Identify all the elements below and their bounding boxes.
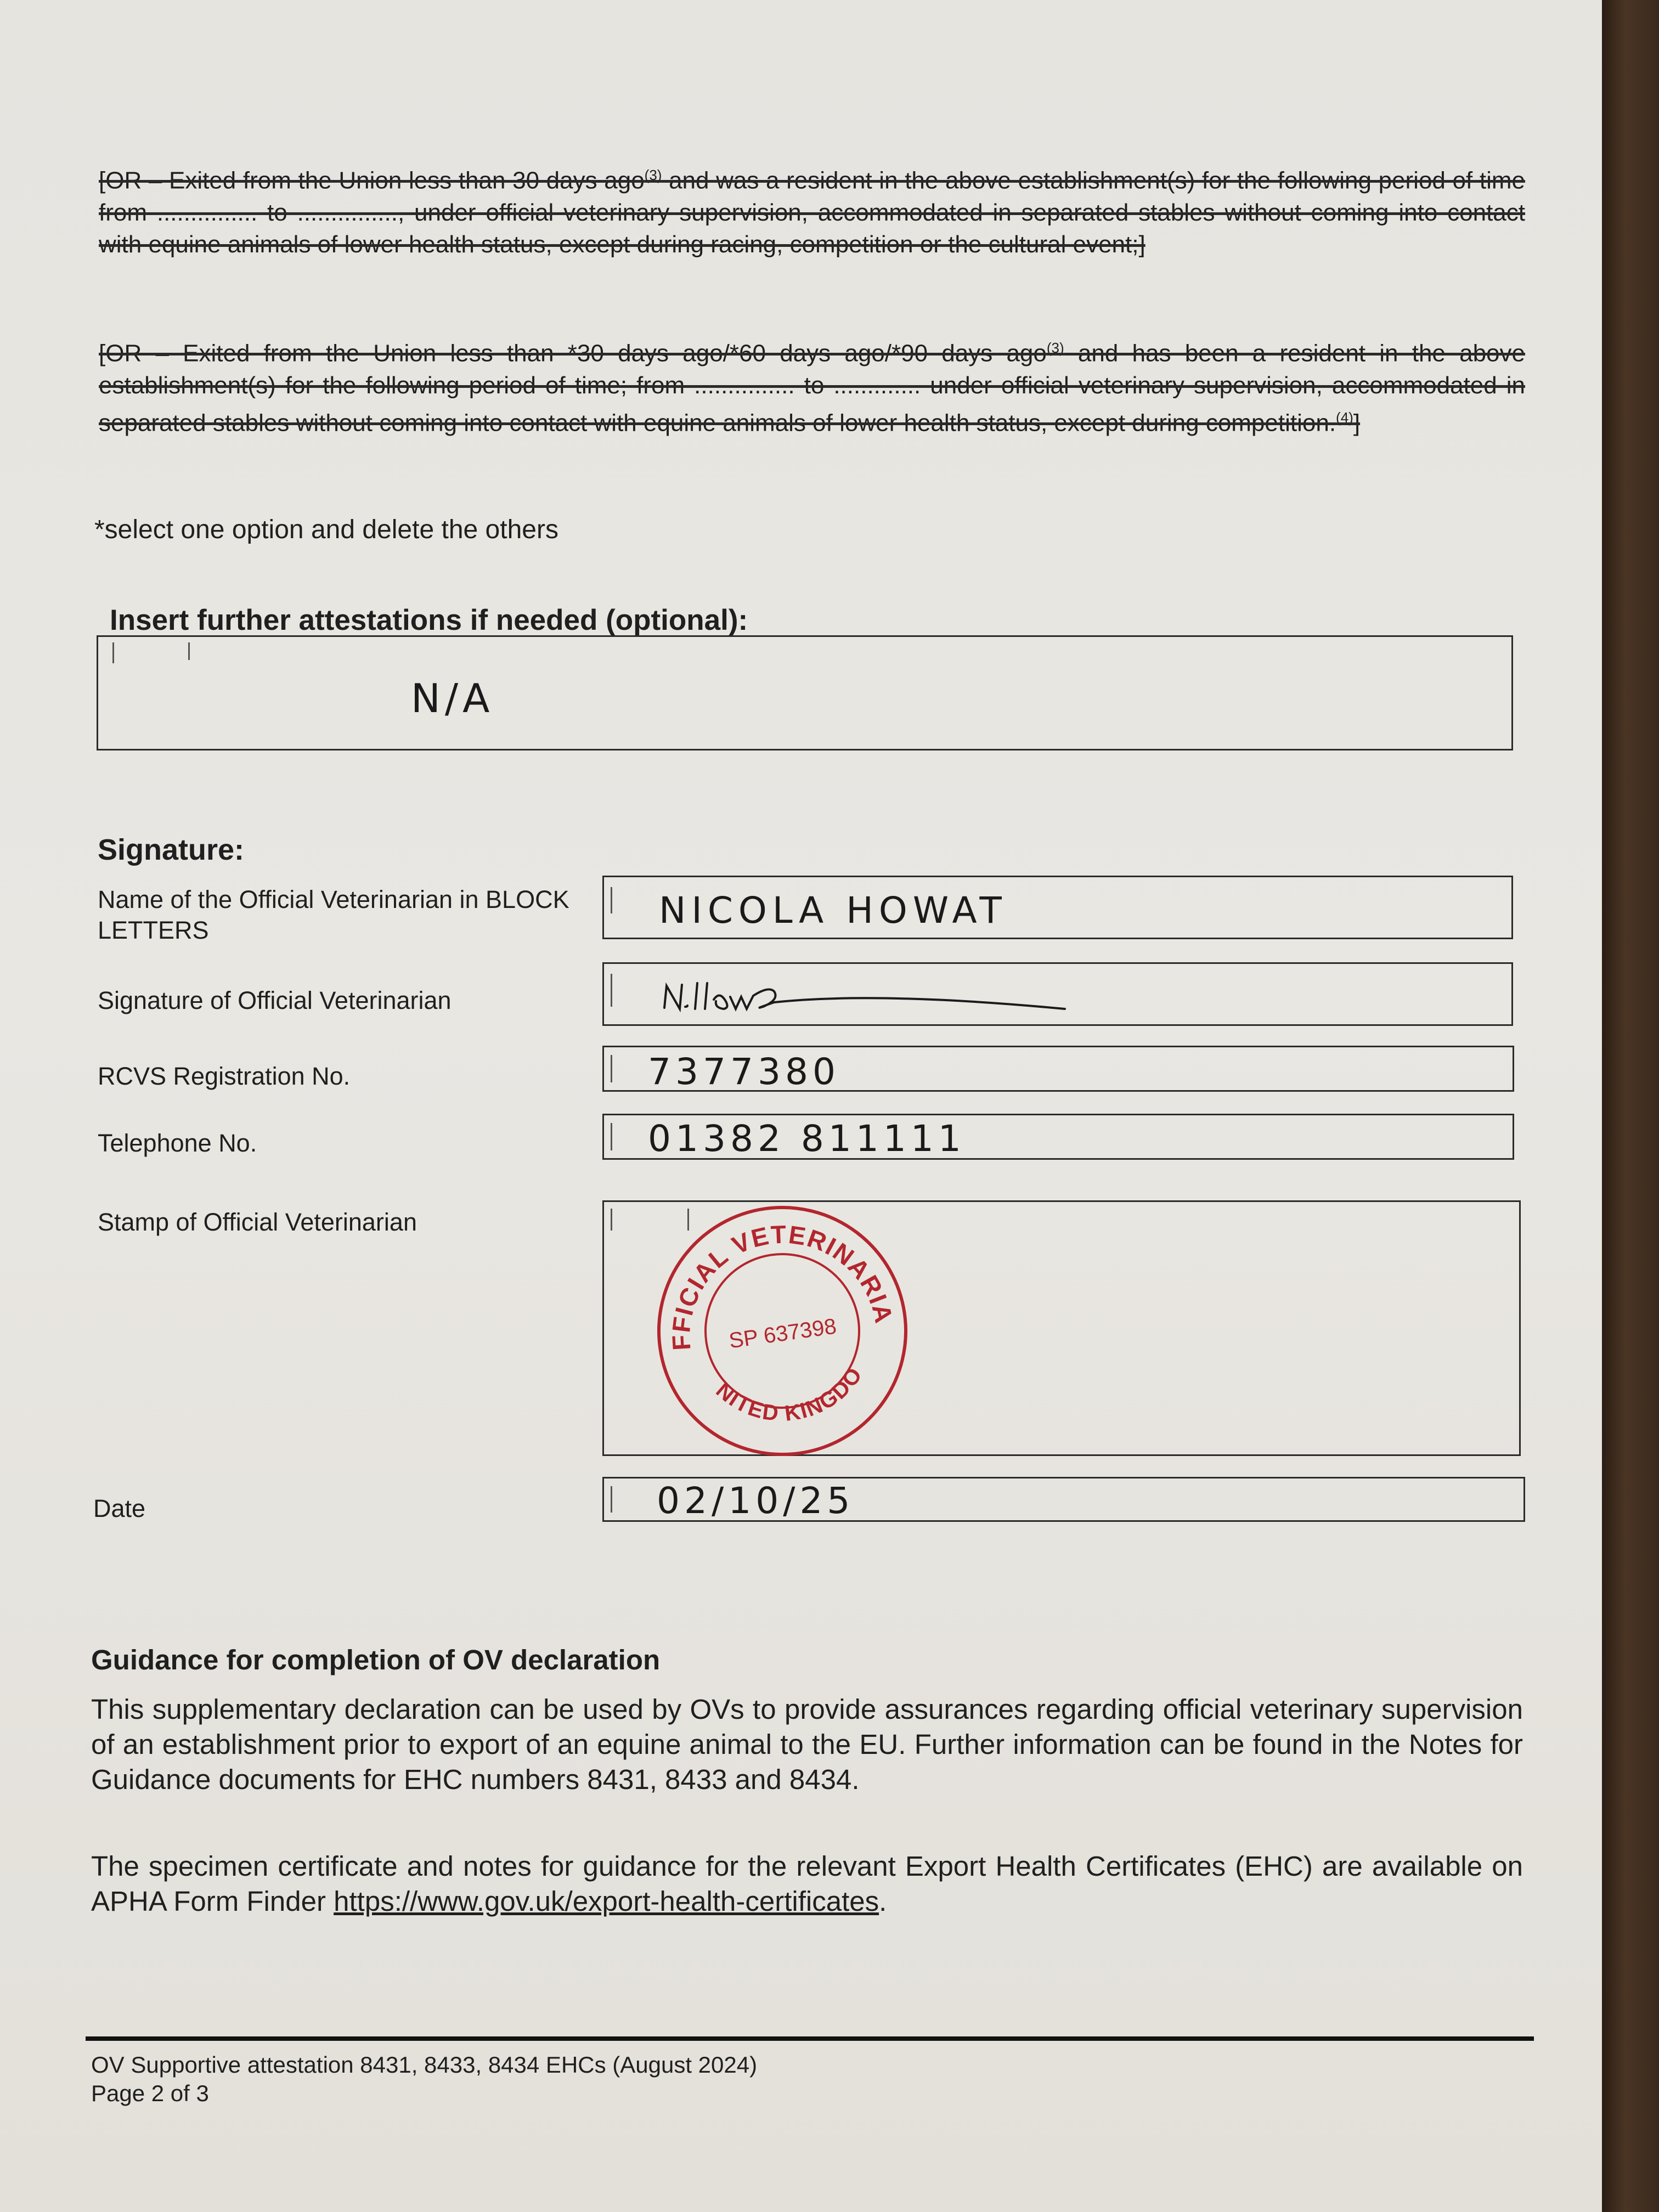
- cursor-mark: [611, 1055, 612, 1082]
- further-attestations-heading: Insert further attestations if needed (optional):: [110, 604, 748, 636]
- select-option-note: *select one option and delete the others: [94, 515, 558, 544]
- stamp-bottom-text: UNITED KINGDOM: [711, 1362, 868, 1426]
- further-attestations-box[interactable]: [97, 635, 1513, 751]
- date-field[interactable]: [602, 1477, 1525, 1522]
- stamp-center-text: SP 637398: [727, 1314, 838, 1353]
- date-label: Date: [93, 1494, 146, 1522]
- date-value: 02/10/25: [657, 1480, 855, 1522]
- telephone-label: Telephone No.: [98, 1129, 257, 1157]
- para1-text-cont: and was a resident in the above establishment(s) for the following period of time from ............... to ..............., under official veterinary supervision, accommodated in separated stables without coming into contact with equine animals of lower health status, except during racing, competition or the cultural event;]: [99, 167, 1525, 258]
- rcvs-value: 7377380: [648, 1051, 840, 1093]
- para2-text-end: ]: [1353, 409, 1361, 437]
- cursor-mark: [611, 1123, 612, 1150]
- signature-heading: Signature:: [98, 833, 245, 866]
- cursor-mark: [611, 1486, 612, 1513]
- struck-option-paragraph-1: [99, 159, 1525, 261]
- desk-background: [1602, 0, 1659, 2212]
- rcvs-field[interactable]: [602, 1046, 1514, 1092]
- footer-page-number: Page 2 of 3: [91, 2080, 209, 2106]
- telephone-value: 01382 811111: [648, 1118, 966, 1160]
- cursor-mark: [112, 642, 114, 663]
- name-value: NICOLA HOWAT: [659, 889, 1007, 932]
- para2-text-cont: and has been a resident in the above establishment(s) for the following period of time; from ............... to ............. under official veterinary supervision, accommodated in separated stables without coming into contact with equine animals of lower health status, except during competition.: [99, 340, 1526, 437]
- cursor-mark: [188, 642, 190, 660]
- signature-label: Signature of Official Veterinarian: [98, 986, 452, 1014]
- stamp-label: Stamp of Official Veterinarian: [98, 1208, 417, 1236]
- cursor-mark: [611, 1209, 612, 1231]
- footer-line-1: OV Supportive attestation 8431, 8433, 8434 EHCs (August 2024): [91, 2052, 758, 2078]
- footer-rule: [86, 2036, 1534, 2041]
- para2-text: [OR – Exited from the Union less than *30 days ago/*60 days ago/*90 days ago: [99, 340, 1047, 367]
- signature-mark: [659, 975, 1076, 1019]
- guidance-p2-text: The specimen certificate and notes for guidance for the relevant Export Health Certificates (EHC) are available on APHA Form Finder: [91, 1850, 1523, 1917]
- name-label: Name of the Official Veterinarian in BLOCK LETTERS: [98, 885, 569, 944]
- struck-option-paragraph-2: [99, 332, 1525, 439]
- guidance-paragraph-2: [91, 1849, 1523, 1919]
- para1-text: [OR – Exited from the Union less than 30 days ago: [99, 167, 645, 194]
- export-health-certificates-link[interactable]: https://www.gov.uk/export-health-certificates: [334, 1886, 879, 1917]
- guidance-heading: Guidance for completion of OV declaration: [91, 1644, 661, 1675]
- signature-field[interactable]: [602, 962, 1513, 1026]
- stamp-top-text: OFFICIAL VETERINARIAN: [666, 1220, 899, 1351]
- guidance-paragraph-1: This supplementary declaration can be used by OVs to provide assurances regarding official veterinary supervision of an establishment prior to export of an equine animal to the EU. Further information can be found in the Notes for Guidance documents for EHC numbers 8431, 8433 and 8434.: [91, 1694, 1523, 1795]
- rcvs-label: RCVS Registration No.: [98, 1062, 351, 1090]
- official-veterinarian-stamp: [651, 1199, 914, 1463]
- further-attestations-value: N/A: [411, 675, 494, 721]
- cursor-mark: [611, 887, 612, 913]
- cursor-mark: [611, 974, 612, 1007]
- telephone-field[interactable]: [602, 1114, 1514, 1160]
- footnote-ref: (3): [644, 167, 662, 183]
- footnote-ref: (4): [1336, 409, 1353, 426]
- footnote-ref: (3): [1046, 340, 1064, 356]
- guidance-p2-end: .: [879, 1886, 887, 1917]
- name-field[interactable]: [602, 876, 1513, 939]
